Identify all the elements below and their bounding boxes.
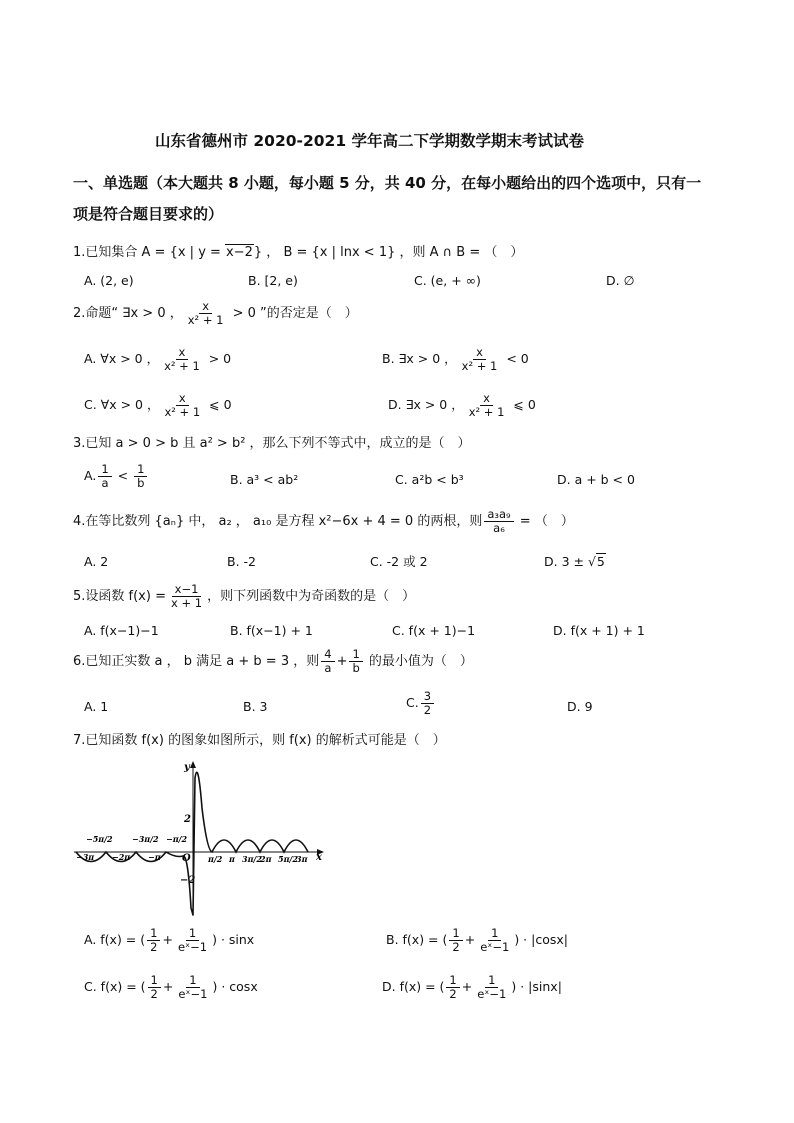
q4-option-d: D. 3 ± √5: [544, 554, 605, 569]
q1-option-b: B. [2, e): [248, 273, 298, 288]
tick-2pi: 2π: [260, 854, 272, 864]
q6-option-b: B. 3: [243, 699, 268, 714]
numerator: 1: [98, 463, 111, 477]
q4-option-a: A. 2: [84, 554, 109, 569]
numerator: x−1: [172, 583, 202, 597]
question-1: [73, 246, 523, 261]
numerator: 1: [134, 463, 147, 477]
plus-sign: +: [461, 979, 473, 995]
denominator: eˣ−1: [480, 940, 510, 955]
question-5: [73, 583, 415, 610]
option-prefix: D. 3 ±: [544, 554, 588, 569]
numerator: 1: [186, 974, 199, 988]
option-prefix: C. ∀x > 0 ，: [84, 397, 160, 413]
q4-option-c: C. -2 或 2: [370, 554, 428, 569]
denominator: 2: [150, 987, 158, 1002]
question-6-text-end: 的最小值为（ ）: [364, 654, 473, 670]
sqrt-expression: 5: [596, 554, 605, 569]
fraction: [168, 583, 205, 610]
denominator: b: [352, 661, 360, 676]
option-suffix: ) · |sinx|: [511, 979, 562, 995]
denominator: eˣ−1: [177, 940, 208, 955]
denominator: x² + 1: [468, 405, 505, 420]
numerator: 1: [488, 927, 501, 941]
question-7: 7.已知函数 f(x) 的图象如图所示，则 f(x) 的解析式可能是（ ）: [73, 733, 446, 748]
q2-option-c: [84, 392, 232, 419]
option-prefix: D. ∃x > 0 ，: [388, 397, 464, 413]
option-prefix: B. ∃x > 0 ，: [382, 351, 457, 367]
numerator: x: [473, 346, 486, 360]
y-tick-minus-2: −2: [180, 875, 196, 886]
q7-option-b: [386, 927, 568, 954]
origin-label: O: [182, 853, 191, 864]
option-suffix: ) · cosx: [212, 979, 258, 995]
question-3: 3.已知 a > 0 > b 且 a² > b² ，那么下列不等式中，成立的是（ ）: [73, 436, 471, 451]
fraction: [466, 392, 508, 419]
numerator: 1: [148, 974, 161, 988]
q1-option-a: A. (2, e): [84, 273, 134, 288]
option-suffix: ) · sinx: [212, 932, 255, 948]
question-2-text-end: > 0 ”的否定是（ ）: [228, 306, 358, 322]
numerator: 1: [485, 974, 498, 988]
numerator: 1: [449, 927, 462, 941]
q7-option-c: [84, 974, 258, 1001]
numerator: x: [480, 392, 493, 406]
option-suffix: ⩽ 0: [509, 397, 536, 413]
option-prefix: B. f(x) = (: [386, 932, 448, 948]
denominator: b: [137, 476, 145, 491]
q5-option-a: A. f(x−1)−1: [84, 623, 159, 638]
numerator: x: [199, 300, 212, 314]
q7-option-d: [382, 974, 562, 1001]
fraction: [185, 300, 227, 327]
option-prefix: A. f(x) = (: [84, 932, 146, 948]
tick-5pi-over-2: 5π/2: [278, 854, 298, 864]
fraction: [134, 463, 147, 490]
numerator: x: [176, 346, 189, 360]
plus-sign: +: [336, 654, 348, 670]
fraction: [449, 927, 462, 954]
q4-option-b: B. -2: [227, 554, 256, 569]
q6-option-c: [406, 690, 436, 717]
section-heading-line1: 一、单选题（本大题共 8 小题，每小题 5 分，共 40 分，在每小题给出的四个选项中，只有一: [73, 174, 702, 192]
tick-pi-over-2: π/2: [208, 854, 223, 864]
fraction: [147, 927, 160, 954]
numerator: 4: [321, 648, 334, 662]
plus-sign: +: [162, 979, 174, 995]
y-axis-label: y: [184, 762, 190, 773]
numerator: 1: [349, 648, 362, 662]
fraction: [148, 974, 161, 1001]
numerator: x: [176, 392, 189, 406]
denominator: x² + 1: [187, 313, 224, 328]
numerator: 1: [186, 927, 199, 941]
denominator: a: [101, 476, 109, 491]
fraction: [175, 927, 210, 954]
sqrt-expression: x−2: [226, 245, 253, 260]
q3-option-a: [84, 463, 149, 490]
page-title: 山东省德州市 2020-2021 学年高二下学期数学期末考试试卷: [155, 132, 585, 150]
fraction: [459, 346, 501, 373]
denominator: x² + 1: [164, 405, 201, 420]
y-tick-2: 2: [184, 814, 191, 825]
question-2-text-start: 2.命题“ ∃x > 0 ，: [73, 306, 183, 322]
numerator: 1: [147, 927, 160, 941]
q3-option-b: B. a³ < ab²: [230, 472, 299, 487]
q1-option-d: D. ∅: [606, 273, 635, 288]
q5-option-b: B. f(x−1) + 1: [230, 623, 313, 638]
option-prefix: C.: [406, 695, 419, 711]
numerator: a₃a₉: [484, 508, 513, 522]
function-graph: [72, 758, 328, 918]
fraction: [446, 974, 459, 1001]
denominator: 2: [150, 940, 158, 955]
option-prefix: A. ∀x > 0 ，: [84, 351, 160, 367]
q5-option-c: C. f(x + 1)−1: [392, 623, 476, 638]
q5-option-d: D. f(x + 1) + 1: [553, 623, 645, 638]
option-suffix: > 0: [204, 351, 232, 367]
plus-sign: +: [162, 932, 173, 948]
denominator: x + 1: [170, 596, 203, 611]
option-suffix: < 0: [502, 351, 529, 367]
numerator: 3: [421, 690, 434, 704]
tick-3pi: 3π: [296, 854, 308, 864]
question-4-text-end: = （ ）: [515, 514, 574, 530]
q3-option-d: D. a + b < 0: [557, 472, 635, 487]
fraction: [98, 463, 111, 490]
comparison-sign: <: [113, 468, 133, 484]
q7-option-a: [84, 927, 254, 954]
tick-minus-2pi: −2π: [112, 852, 131, 862]
question-1-text-start: 1.已知集合 A = {x | y =: [73, 245, 226, 260]
question-6: [73, 648, 473, 675]
option-suffix: ⩽ 0: [205, 397, 232, 413]
question-1-text-end: } ， B = {x | lnx < 1} ，则 A ∩ B = （ ）: [253, 245, 524, 260]
fraction: [161, 392, 203, 419]
fraction: [321, 648, 334, 675]
q6-option-d: D. 9: [567, 699, 593, 714]
question-5-text-end: ，则下列函数中为奇函数的是（ ）: [207, 589, 416, 605]
tick-3pi-over-2: 3π/2: [242, 854, 262, 864]
tick-minus-5pi-over-2: −5π/2: [86, 834, 113, 844]
fraction: [477, 927, 512, 954]
q1-option-c: C. (e, + ∞): [414, 273, 481, 288]
tick-minus-3pi-over-2: −3π/2: [132, 834, 159, 844]
tick-pi: π: [229, 854, 235, 864]
q3-option-c: C. a²b < b³: [395, 472, 464, 487]
q2-option-a: [84, 346, 231, 373]
denominator: eˣ−1: [178, 987, 208, 1002]
question-4: [73, 508, 574, 535]
fraction: [474, 974, 509, 1001]
fraction: [421, 690, 434, 717]
tick-minus-pi: −π: [148, 852, 161, 862]
fraction: [484, 508, 513, 535]
fraction: [161, 346, 203, 373]
x-axis-label: x: [316, 852, 322, 863]
q2-option-b: [382, 346, 529, 373]
question-5-text-start: 5.设函数 f(x) =: [73, 589, 166, 605]
numerator: 1: [446, 974, 459, 988]
denominator: a₆: [493, 521, 505, 536]
denominator: eˣ−1: [477, 987, 507, 1002]
denominator: a: [324, 661, 332, 676]
question-2: [73, 300, 358, 327]
tick-minus-pi-over-2: −π/2: [166, 834, 188, 844]
denominator: 2: [449, 987, 457, 1002]
y-axis-arrow-icon: [190, 761, 196, 768]
option-prefix: A.: [84, 468, 97, 484]
denominator: x² + 1: [164, 359, 200, 374]
fraction: [175, 974, 210, 1001]
option-prefix: C. f(x) = (: [84, 979, 146, 995]
denominator: 2: [452, 940, 460, 955]
q2-option-d: [388, 392, 536, 419]
option-prefix: D. f(x) = (: [382, 979, 445, 995]
question-6-text-start: 6.已知正实数 a ， b 满足 a + b = 3 ，则: [73, 654, 320, 670]
denominator: 2: [423, 703, 432, 718]
denominator: x² + 1: [461, 359, 498, 374]
option-suffix: ) · |cosx|: [514, 932, 568, 948]
q6-option-a: A. 1: [84, 699, 109, 714]
question-4-text-start: 4.在等比数列 {aₙ} 中， a₂ ， a₁₀ 是方程 x²−6x + 4 = 0 的两根，则: [73, 514, 483, 530]
tick-minus-3pi: −3π: [76, 852, 95, 862]
section-heading-line2: 项是符合题目要求的）: [73, 205, 224, 223]
fraction: [349, 648, 362, 675]
plus-sign: +: [464, 932, 476, 948]
